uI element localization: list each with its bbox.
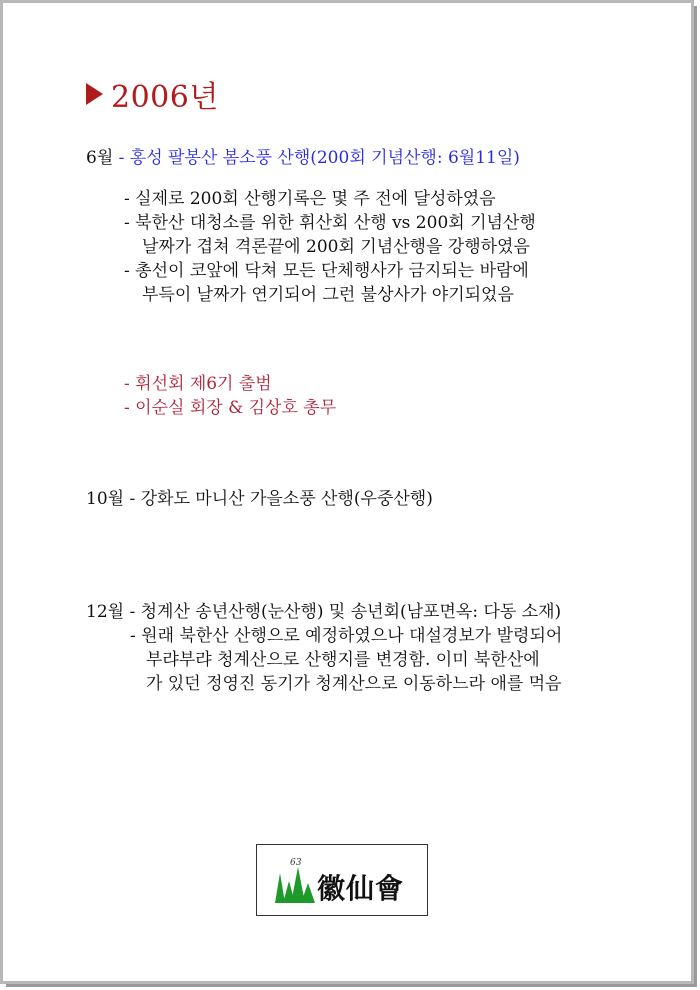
october-month: 10월 (86, 489, 125, 509)
june-note-4: - 총선이 코앞에 닥쳐 모든 단체행사가 금지되는 바람에 (124, 261, 529, 281)
club-officers-note: - 이순실 회장 & 김상호 총무 (124, 398, 337, 418)
logo-name: 徽仙會 (317, 872, 405, 905)
june-headline: - 홍성 팔봉산 봄소풍 산행(200회 기념산행: 6월11일) (118, 148, 520, 168)
year-title-text: 2006년 (111, 80, 219, 115)
december-month: 12월 (86, 602, 125, 622)
logo-number: 63 (290, 858, 302, 868)
december-note-3: 가 있던 정영진 동기가 청계산으로 이동하느라 애를 먹음 (146, 674, 562, 694)
december-text: - 청계산 송년산행(눈산행) 및 송년회(남포면옥: 다동 소재) (129, 602, 562, 622)
triangle-bullet-icon (86, 83, 103, 105)
october-text: - 강화도 마니산 가을소풍 산행(우중산행) (129, 489, 433, 509)
december-entry (86, 601, 561, 623)
june-note-5: 부득이 날짜가 연기되어 그런 불상사가 야기되었음 (142, 285, 514, 305)
june-entry (86, 147, 520, 169)
june-note-2: - 북한산 대청소를 위한 휘산회 산행 vs 200회 기념산행 (124, 213, 536, 233)
december-note-1: - 원래 북한산 산행으로 예정하였으나 대설경보가 발령되어 (130, 626, 563, 646)
club-launch-note: - 휘선회 제6기 출범 (124, 374, 272, 394)
year-heading (86, 72, 219, 116)
june-month: 6월 (86, 148, 114, 168)
december-note-2: 부랴부랴 청계산으로 산행지를 변경함. 이미 북한산에 (146, 650, 540, 670)
mountain-logo-icon (273, 855, 321, 905)
june-note-1: - 실제로 200회 산행기록은 몇 주 전에 달성하였음 (124, 189, 496, 209)
october-entry (86, 488, 433, 510)
june-note-3: 날짜가 겹쳐 격론끝에 200회 기념산행을 강행하였음 (142, 237, 530, 257)
club-logo (256, 844, 428, 916)
